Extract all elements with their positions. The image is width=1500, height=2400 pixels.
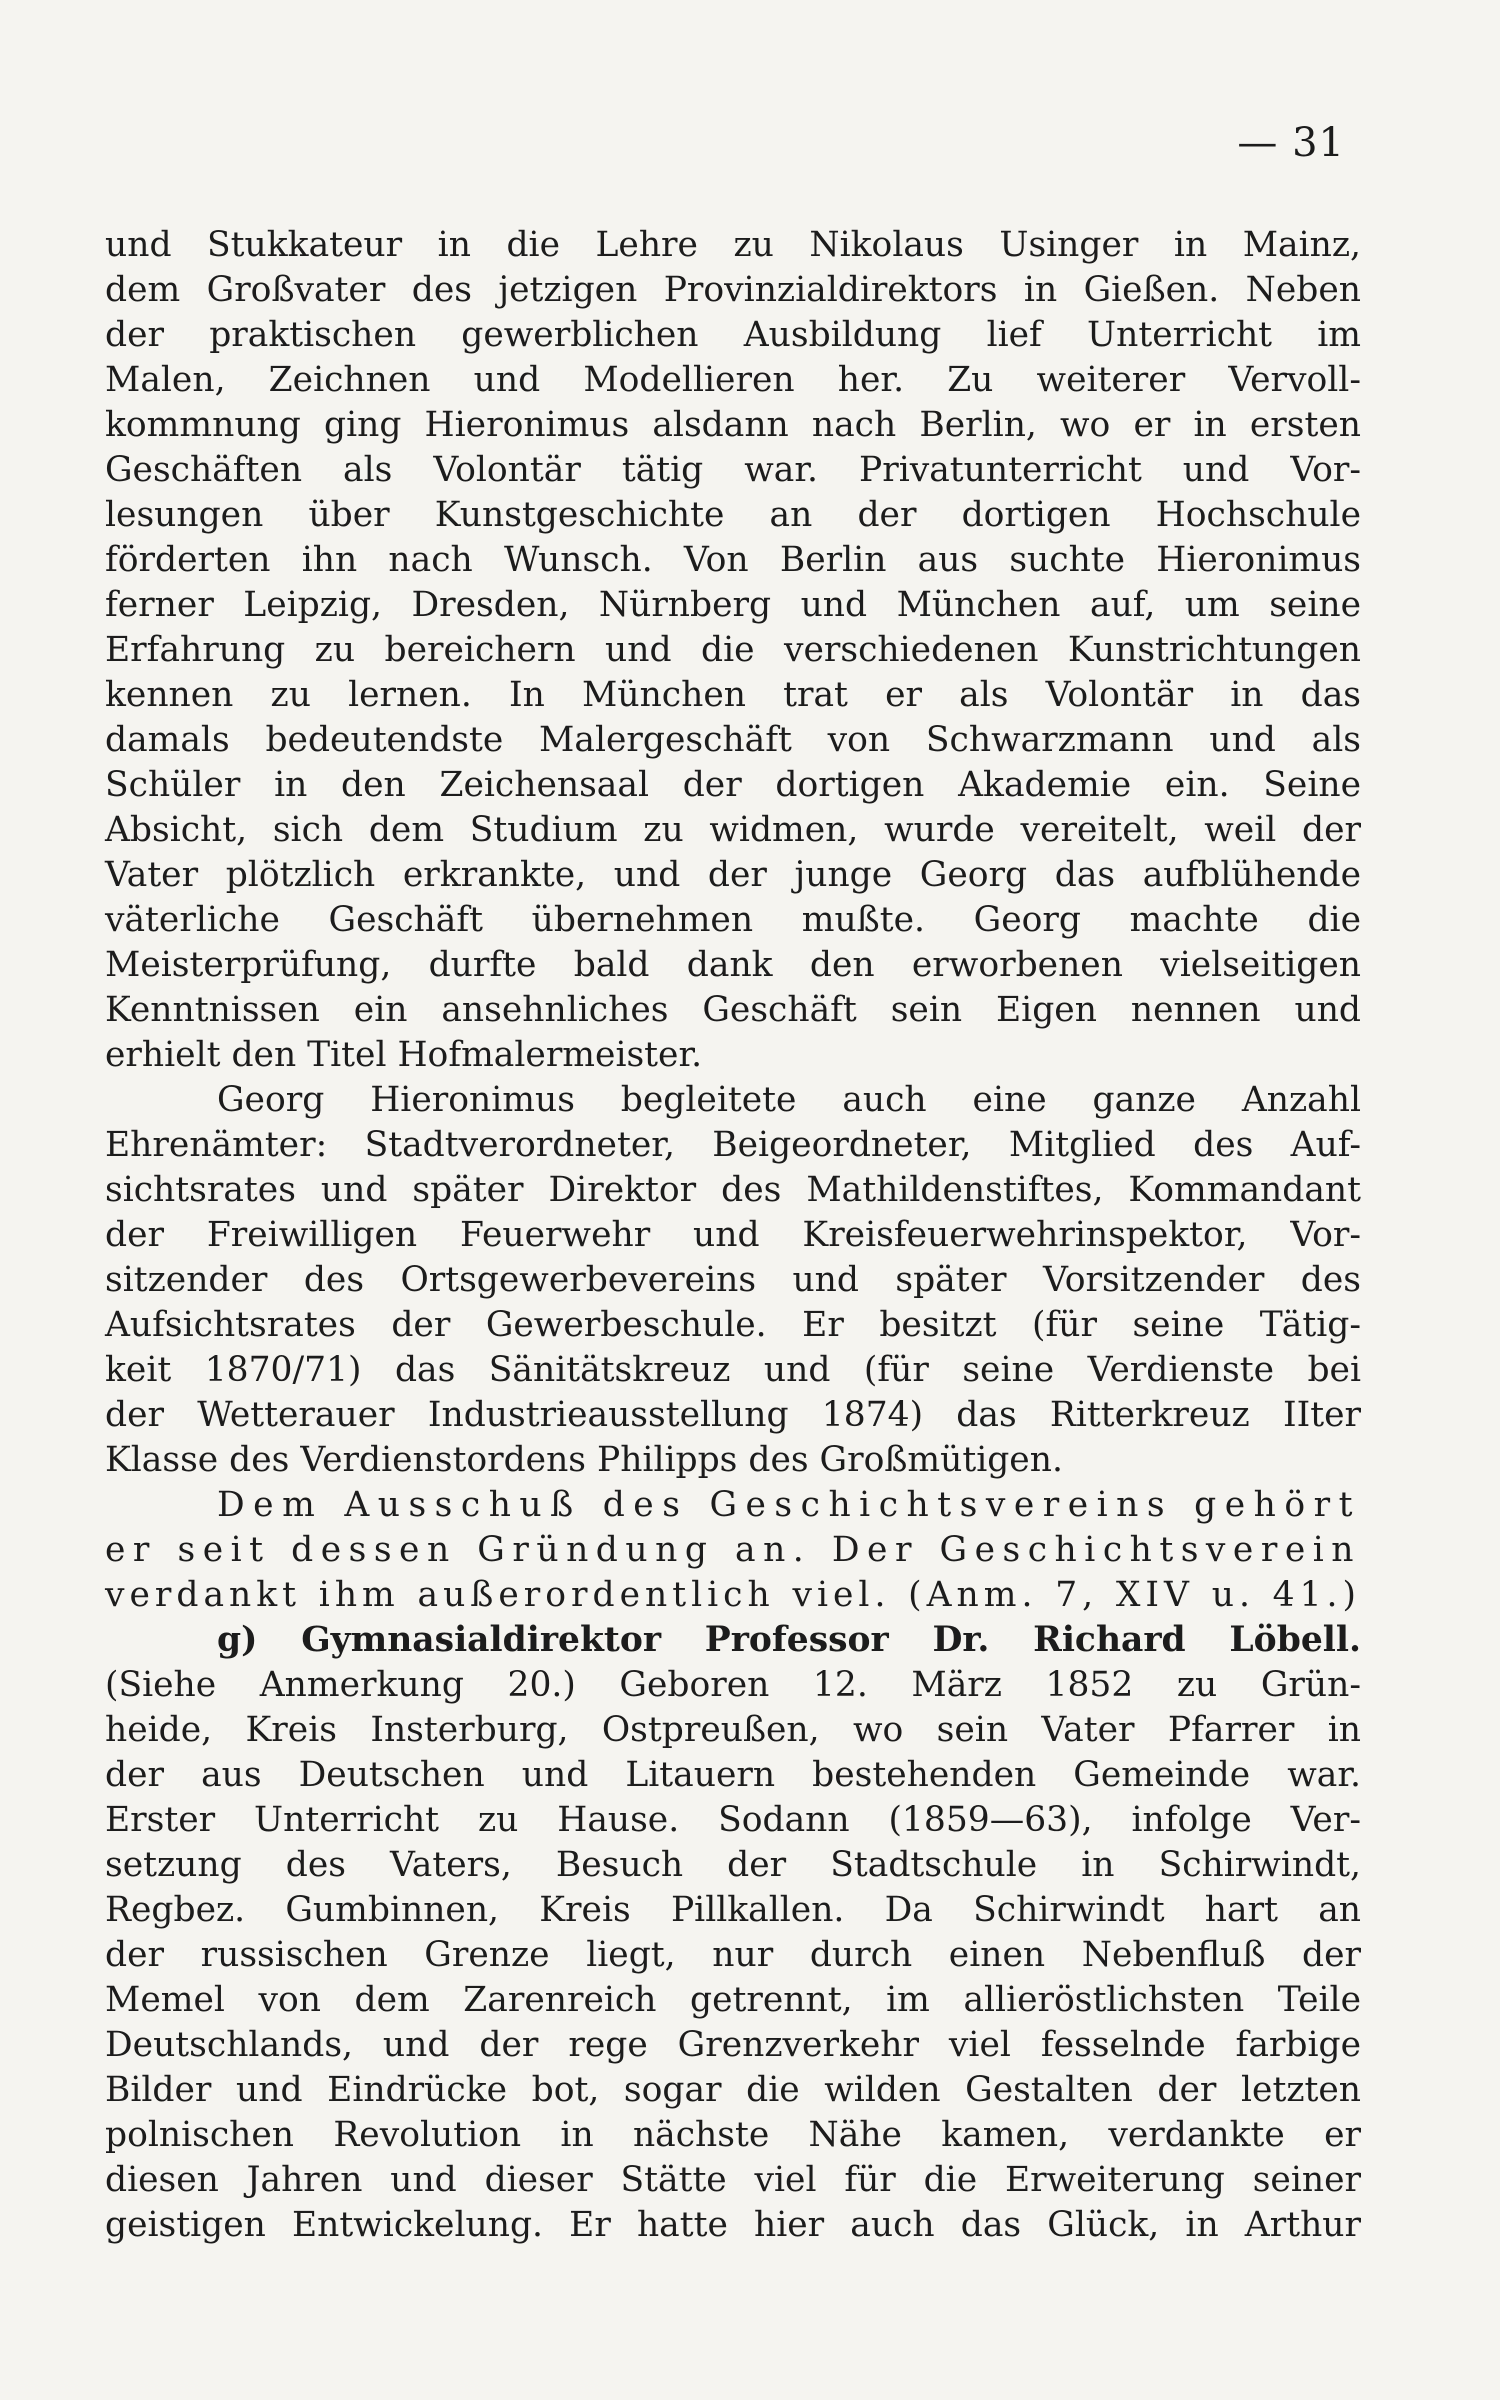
text-line: der aus Deutschen und Litauern bestehenden Gemeinde war. (105, 1755, 1361, 1795)
text-line: Aufsichtsrates der Gewerbeschule. Er besitzt (für seine Tätig- (105, 1305, 1361, 1345)
text-line: Ehrenämter: Stadtverordneter, Beigeordneter, Mitglied des Auf- (105, 1125, 1361, 1165)
spaced-text-line: verdankt ihm außerordentlich viel. (Anm. 7, XIV u. 41.) (105, 1575, 1361, 1615)
text-line: Kenntnissen ein ansehnliches Geschäft sein Eigen nennen und (105, 990, 1361, 1030)
text-line: dem Großvater des jetzigen Provinzialdirektors in Gießen. Neben (105, 270, 1361, 310)
page-number: — 31 (1237, 120, 1345, 166)
text-line: Geschäften als Volontär tätig war. Privatunterricht und Vor- (105, 450, 1361, 490)
text-line: Vater plötzlich erkrankte, und der junge Georg das aufblühende (105, 855, 1361, 895)
text-line: setzung des Vaters, Besuch der Stadtschule in Schirwindt, (105, 1845, 1361, 1885)
text-line: ferner Leipzig, Dresden, Nürnberg und München auf, um seine (105, 585, 1361, 625)
text-line: lesungen über Kunstgeschichte an der dortigen Hochschule (105, 495, 1361, 535)
text-line: Bilder und Eindrücke bot, sogar die wilden Gestalten der letzten (105, 2070, 1361, 2110)
text-line: kennen zu lernen. In München trat er als Volontär in das (105, 675, 1361, 715)
text-line: Malen, Zeichnen und Modellieren her. Zu weiterer Vervoll- (105, 360, 1361, 400)
text-line: Meisterprüfung, durfte bald dank den erworbenen vielseitigen (105, 945, 1361, 985)
text-line: der Freiwilligen Feuerwehr und Kreisfeuerwehrinspektor, Vor- (105, 1215, 1361, 1255)
text-line: Deutschlands, und der rege Grenzverkehr viel fesselnde farbige (105, 2025, 1361, 2065)
text-line: der praktischen gewerblichen Ausbildung lief Unterricht im (105, 315, 1361, 355)
text-line: der russischen Grenze liegt, nur durch einen Nebenfluß der (105, 1935, 1361, 1975)
text-line: der Wetterauer Industrieausstellung 1874) das Ritterkreuz IIter (105, 1395, 1361, 1435)
text-line: heide, Kreis Insterburg, Ostpreußen, wo sein Vater Pfarrer in (105, 1710, 1361, 1750)
text-line: Schüler in den Zeichensaal der dortigen Akademie ein. Seine (105, 765, 1361, 805)
body-text (105, 223, 1361, 2248)
text-line: polnischen Revolution in nächste Nähe kamen, verdankte er (105, 2115, 1361, 2155)
spaced-text-line: er seit dessen Gründung an. Der Geschichtsverein (105, 1530, 1361, 1570)
text-line: Memel von dem Zarenreich getrennt, im allieröstlichsten Teile (105, 1980, 1361, 2020)
text-line: Erster Unterricht zu Hause. Sodann (1859—63), infolge Ver- (105, 1800, 1361, 1840)
text-line: diesen Jahren und dieser Stätte viel für die Erweiterung seiner (105, 2160, 1361, 2200)
text-line: kommnung ging Hieronimus alsdann nach Berlin, wo er in ersten (105, 405, 1361, 445)
text-line: sichtsrates und später Direktor des Mathildenstiftes, Kommandant (105, 1170, 1361, 1210)
section-heading: g) Gymnasialdirektor Professor Dr. Richard Löbell. (217, 1620, 1361, 1660)
text-line: Absicht, sich dem Studium zu widmen, wurde vereitelt, weil der (105, 810, 1361, 850)
text-line: erhielt den Titel Hofmalermeister. (105, 1035, 703, 1075)
paragraph-start-line: Georg Hieronimus begleitete auch eine ganze Anzahl (217, 1080, 1361, 1120)
spaced-text-line: Dem Ausschuß des Geschichtsvereins gehört (217, 1485, 1361, 1525)
text-line: Erfahrung zu bereichern und die verschiedenen Kunstrichtungen (105, 630, 1361, 670)
text-line: Klasse des Verdienstordens Philipps des Großmütigen. (105, 1440, 1063, 1480)
text-line: väterliche Geschäft übernehmen mußte. Georg machte die (105, 900, 1361, 940)
text-line: sitzender des Ortsgewerbevereins und später Vorsitzender des (105, 1260, 1361, 1300)
text-line: förderten ihn nach Wunsch. Von Berlin aus suchte Hieronimus (105, 540, 1361, 580)
text-line: keit 1870/71) das Sänitätskreuz und (für seine Verdienste bei (105, 1350, 1361, 1390)
text-line: Regbez. Gumbinnen, Kreis Pillkallen. Da Schirwindt hart an (105, 1890, 1361, 1930)
text-line: und Stukkateur in die Lehre zu Nikolaus Usinger in Mainz, (105, 225, 1361, 265)
text-line: damals bedeutendste Malergeschäft von Schwarzmann und als (105, 720, 1361, 760)
text-line: geistigen Entwickelung. Er hatte hier auch das Glück, in Arthur (105, 2205, 1361, 2245)
text-line: (Siehe Anmerkung 20.) Geboren 12. März 1852 zu Grün- (105, 1665, 1361, 1705)
